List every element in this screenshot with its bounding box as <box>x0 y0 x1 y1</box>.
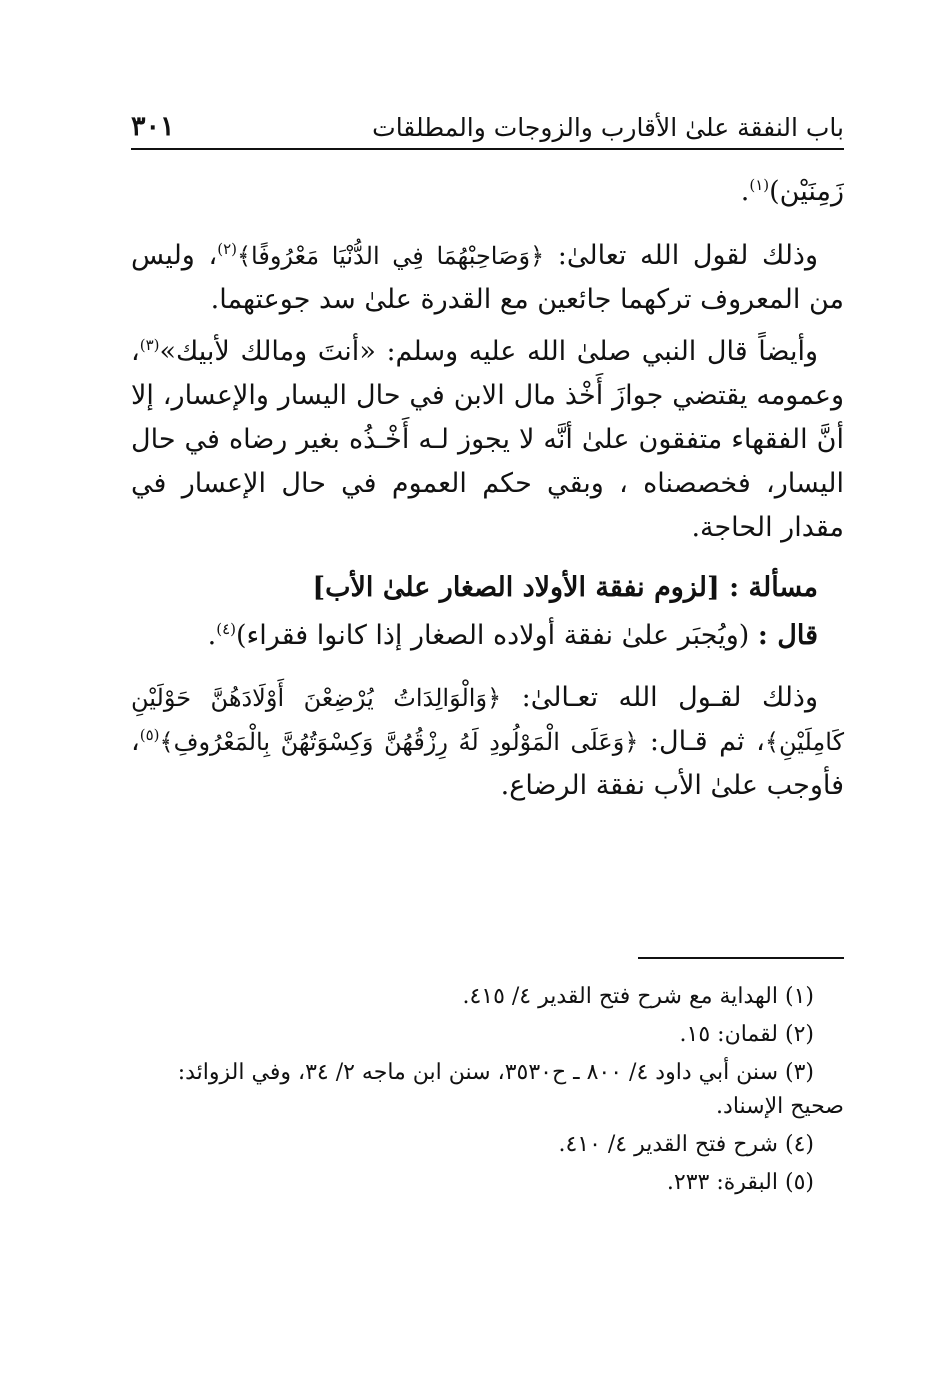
paragraph-text: ، وعمومه يقتضي جوازَ أَخْذ مال الابن في حال اليسار والإعسار، إلا أنَّ الفقهاء متفقون علىٰ أنَّه لا يجوز لـه أَخْـذُه بغير رضاه في حال اليسار، فخصصناه ، وبقي حكم العموم في حال الإعسار في مقدار الحاجة. <box>131 336 844 543</box>
masala-heading <box>131 566 844 610</box>
paragraph-text: ، وليس من المعروف تركهما جائعين مع القدرة علىٰ سد جوعتهما. <box>131 240 844 315</box>
main-text <box>131 170 844 808</box>
footnote-ref-1: (١) <box>749 176 770 194</box>
footnote-5: (٥) البقرة: ٢٣٣. <box>666 1170 814 1195</box>
masala-title: [لزوم نفقة الأولاد الصغار علىٰ الأب] <box>312 572 730 603</box>
continuation-text: زَمِنَيْن) <box>769 176 844 207</box>
masala-label: مسألة : <box>729 572 818 603</box>
paragraph-luqman-verse <box>131 234 844 322</box>
footnote-ref-5: (٥) <box>139 726 160 744</box>
paragraph-text: ، فأوجب علىٰ الأب نفقة الرضاع. <box>131 726 844 801</box>
running-title: باب النفقة علىٰ الأقارب والزوجات والمطلقات <box>372 113 844 142</box>
period: . <box>740 176 750 207</box>
footnote-ref-4: (٤) <box>216 620 236 638</box>
footnote-3: (٣) سنن أبي داود ٤/ ٨٠٠ ـ ح٣٥٣٠، سنن ابن ماجه ٢/ ٣٤، وفي الزوائد: صحيح الإسناد. <box>177 1060 844 1119</box>
footnote-4: (٤) شرح فتح القدير ٤/ ٤١٠. <box>558 1132 814 1157</box>
quran-verse: ﴿وَعَلَى الْمَوْلُودِ لَهُ رِزْقُهُنَّ وَكِسْوَتُهُنَّ بِالْمَعْرُوفِ﴾ <box>159 728 639 756</box>
footnote-1: (١) الهداية مع شرح فتح القدير ٤/ ٤١٥. <box>462 984 814 1009</box>
paragraph-text: وذلك لقول الله تعالىٰ: <box>544 240 818 271</box>
page-number: ٣٠١ <box>131 111 175 142</box>
period: . <box>207 620 217 651</box>
footnote-ref-3: (٣) <box>139 336 160 354</box>
qala-line <box>131 614 844 658</box>
quran-verse: ﴿وَصَاحِبْهُمَا فِي الدُّنْيَا مَعْرُوفًا﴾ <box>236 242 545 270</box>
page-header <box>131 104 844 150</box>
quran-verse: ﴿وَالْوَالِدَاتُ يُرْضِعْنَ أَوْلَادَهُنَّ حَوْلَيْنِ كَامِلَيْنِ﴾ <box>131 684 845 756</box>
paragraph-baqarah-verse <box>131 676 844 808</box>
footnote-ref-2: (٢) <box>217 240 237 258</box>
footnote-2: (٢) لقمان: ١٥. <box>679 1022 814 1047</box>
footnote-divider <box>638 957 844 959</box>
footnotes <box>131 980 844 1204</box>
paragraph-hadith <box>131 330 844 550</box>
paragraph-text: ، ثم قـال: <box>638 726 765 757</box>
paragraph-text: وأيضاً قال النبي صلىٰ الله عليه وسلم: «أنتَ ومالك لأبيك» <box>159 336 818 367</box>
paragraph-text: وذلك لقـول الله تعـالىٰ: <box>501 682 818 713</box>
qala-text: (ويُجبَر علىٰ نفقة أولاده الصغار إذا كانوا فقراء) <box>235 620 758 651</box>
qala-label: قال : <box>757 620 818 651</box>
paragraph-continuation <box>131 170 844 214</box>
